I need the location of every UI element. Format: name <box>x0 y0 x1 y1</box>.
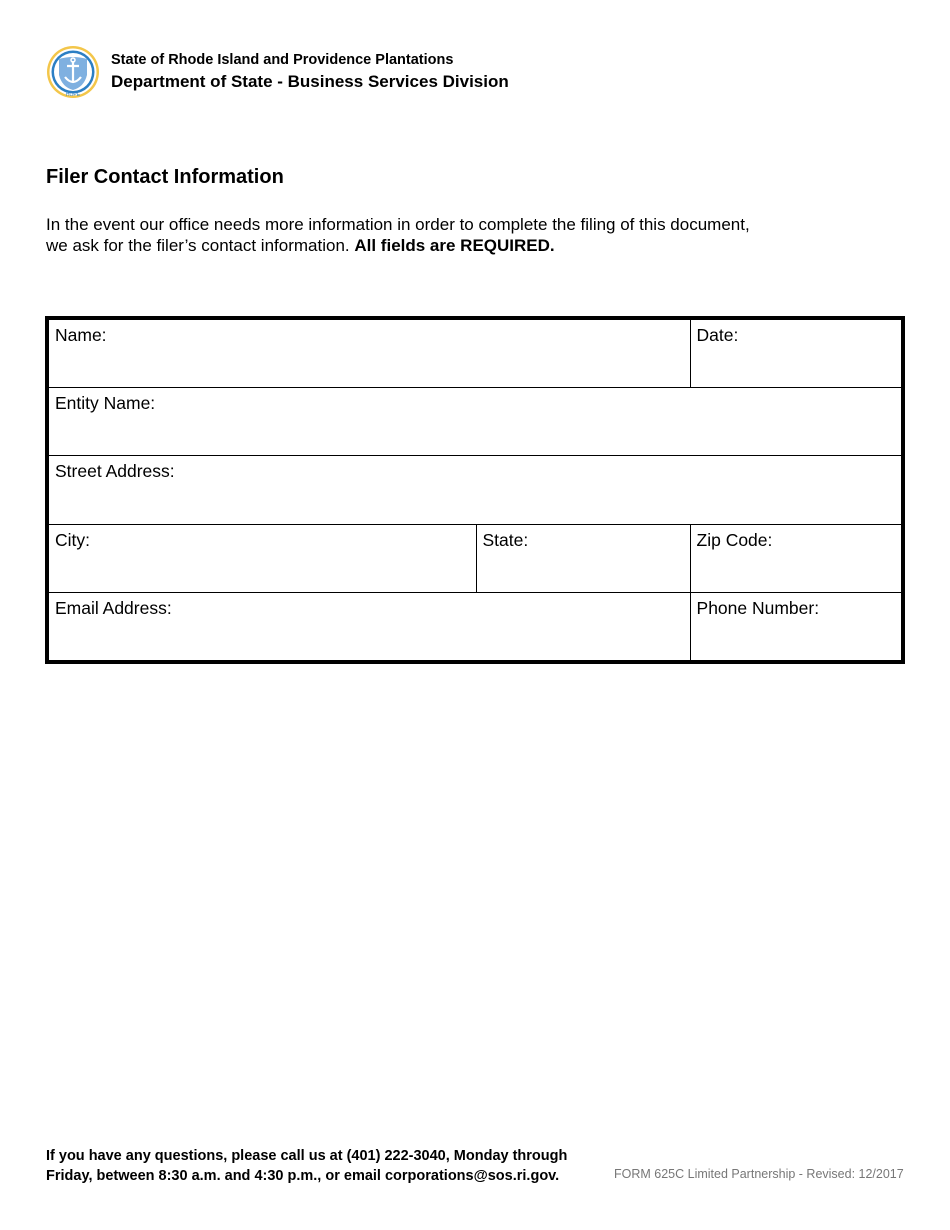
email-address-field[interactable]: Email Address: <box>47 592 690 662</box>
state-seal-logo <box>46 45 100 99</box>
name-field[interactable]: Name: <box>47 318 690 388</box>
phone-number-field[interactable]: Phone Number: <box>690 592 903 662</box>
state-field[interactable]: State: <box>476 524 690 592</box>
intro-text: In the event our office needs more information in order to complete the filing of this document, we ask for the filer’s contact information. All fields are REQUIRED. <box>46 215 750 255</box>
form-revision-label: FORM 625C Limited Partnership - Revised: 12/2017 <box>614 1167 904 1181</box>
city-field[interactable]: City: <box>47 524 476 592</box>
page-title: Filer Contact Information <box>46 166 284 188</box>
entity-name-field[interactable]: Entity Name: <box>47 388 903 456</box>
required-notice: All fields are REQUIRED. <box>354 236 555 255</box>
svg-text:HOPE: HOPE <box>65 92 81 98</box>
header-division-name: Department of State - Business Services Division <box>111 72 509 91</box>
footer-contact-text: If you have any questions, please call us at (401) 222-3040, Monday through Friday, between 8:30 a.m. and 4:30 p.m., or email corporations@sos.ri.gov. <box>46 1148 568 1184</box>
street-address-field[interactable]: Street Address: <box>47 456 903 524</box>
zip-code-field[interactable]: Zip Code: <box>690 524 903 592</box>
contact-form-table <box>45 316 905 664</box>
header-state-name: State of Rhode Island and Providence Plantations <box>111 52 454 68</box>
date-field[interactable]: Date: <box>690 318 903 388</box>
